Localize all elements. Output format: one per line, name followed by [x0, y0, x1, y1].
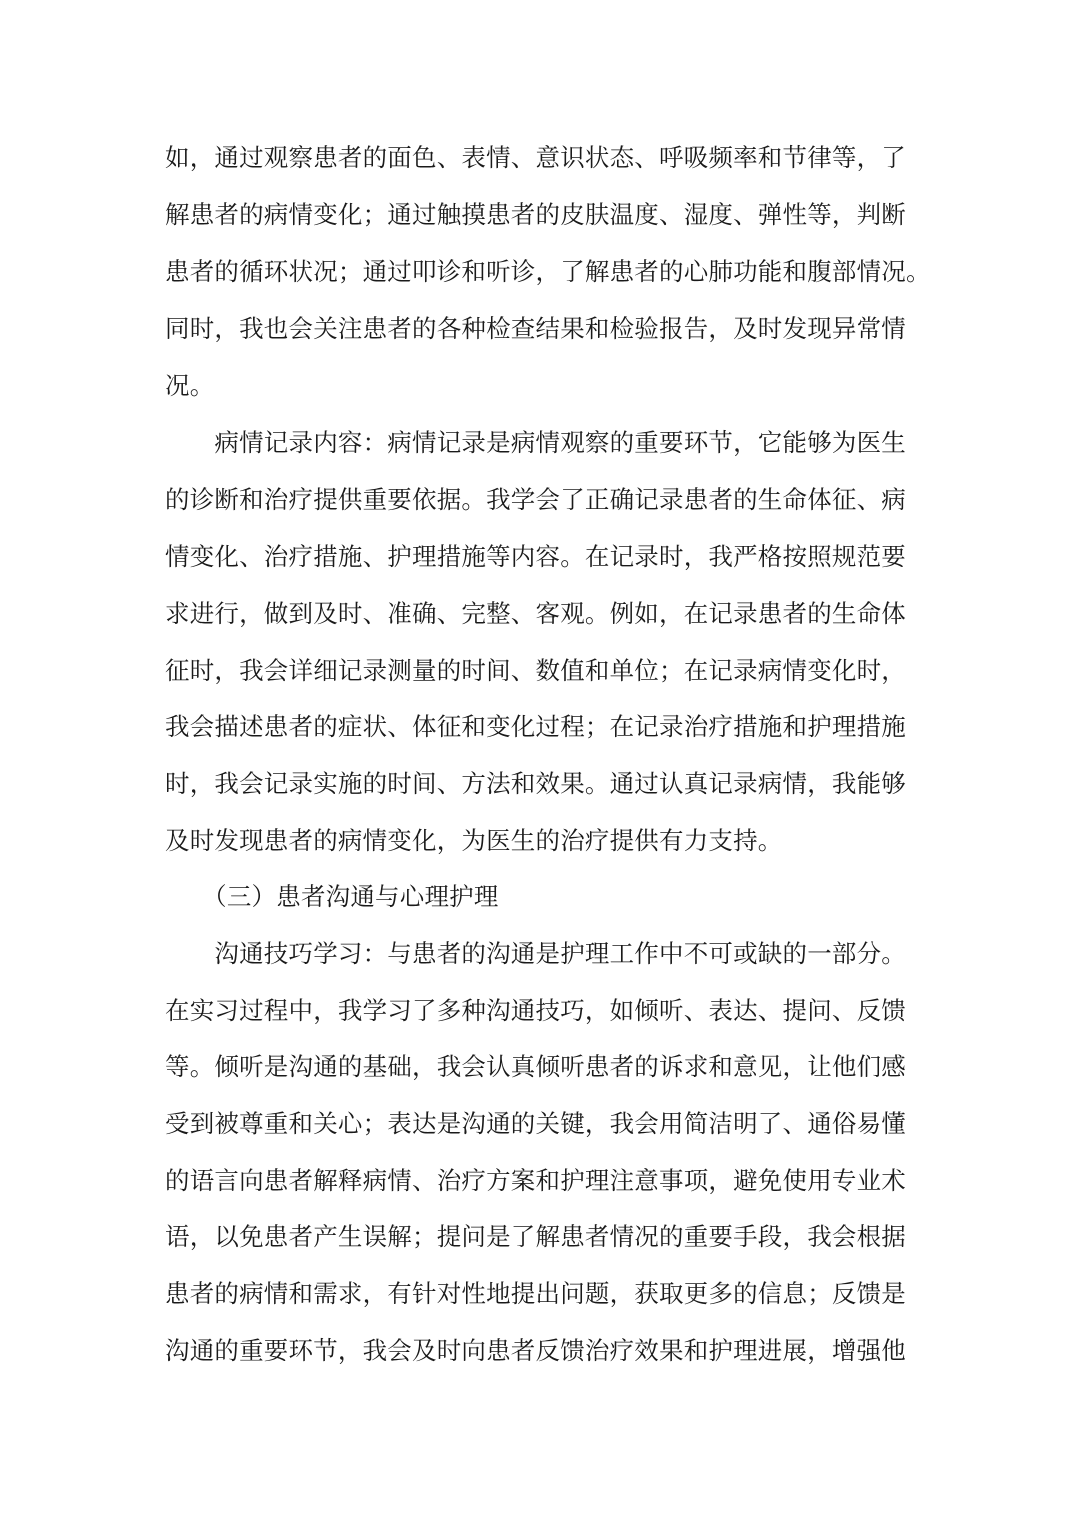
text-line: 患者的病情和需求，有针对性地提出问题，获取更多的信息；反馈是 [165, 1279, 906, 1308]
paragraph-start-line: 沟通技巧学习：与患者的沟通是护理工作中不可或缺的一部分。 [165, 939, 906, 968]
text-line: 解患者的病情变化；通过触摸患者的皮肤温度、湿度、弹性等，判断 [165, 200, 906, 229]
text-line: 征时，我会详细记录测量的时间、数值和单位；在记录病情变化时， [165, 656, 906, 685]
text-line: 在实习过程中，我学习了多种沟通技巧，如倾听、表达、提问、反馈 [165, 996, 906, 1025]
text-line: 等。倾听是沟通的基础，我会认真倾听患者的诉求和意见，让他们感 [165, 1052, 906, 1081]
text-line: 的语言向患者解释病情、治疗方案和护理注意事项，避免使用专业术 [165, 1166, 906, 1195]
text-line: 的诊断和治疗提供重要依据。我学会了正确记录患者的生命体征、病 [165, 485, 906, 514]
text-line: 同时，我也会关注患者的各种检查结果和检验报告，及时发现异常情 [165, 314, 906, 343]
text-line: 受到被尊重和关心；表达是沟通的关键，我会用简洁明了、通俗易懂 [165, 1109, 906, 1138]
text-line: 如，通过观察患者的面色、表情、意识状态、呼吸频率和节律等，了 [165, 143, 906, 172]
text-line: 沟通的重要环节，我会及时向患者反馈治疗效果和护理进展，增强他 [165, 1336, 906, 1365]
paragraph-start-line: 病情记录内容：病情记录是病情观察的重要环节，它能够为医生 [165, 428, 906, 457]
text-line: 况。 [165, 371, 215, 400]
section-heading: （三）患者沟通与心理护理 [165, 882, 499, 911]
text-line: 我会描述患者的症状、体征和变化过程；在记录治疗措施和护理措施 [165, 712, 906, 741]
text-line: 患者的循环状况；通过叩诊和听诊，了解患者的心肺功能和腹部情况。 [165, 257, 931, 286]
text-line: 语，以免患者产生误解；提问是了解患者情况的重要手段，我会根据 [165, 1222, 906, 1251]
text-line: 求进行，做到及时、准确、完整、客观。例如，在记录患者的生命体 [165, 599, 906, 628]
text-line: 情变化、治疗措施、护理措施等内容。在记录时，我严格按照规范要 [165, 542, 906, 571]
text-line: 及时发现患者的病情变化，为医生的治疗提供有力支持。 [165, 826, 783, 855]
text-line: 时，我会记录实施的时间、方法和效果。通过认真记录病情，我能够 [165, 769, 906, 798]
